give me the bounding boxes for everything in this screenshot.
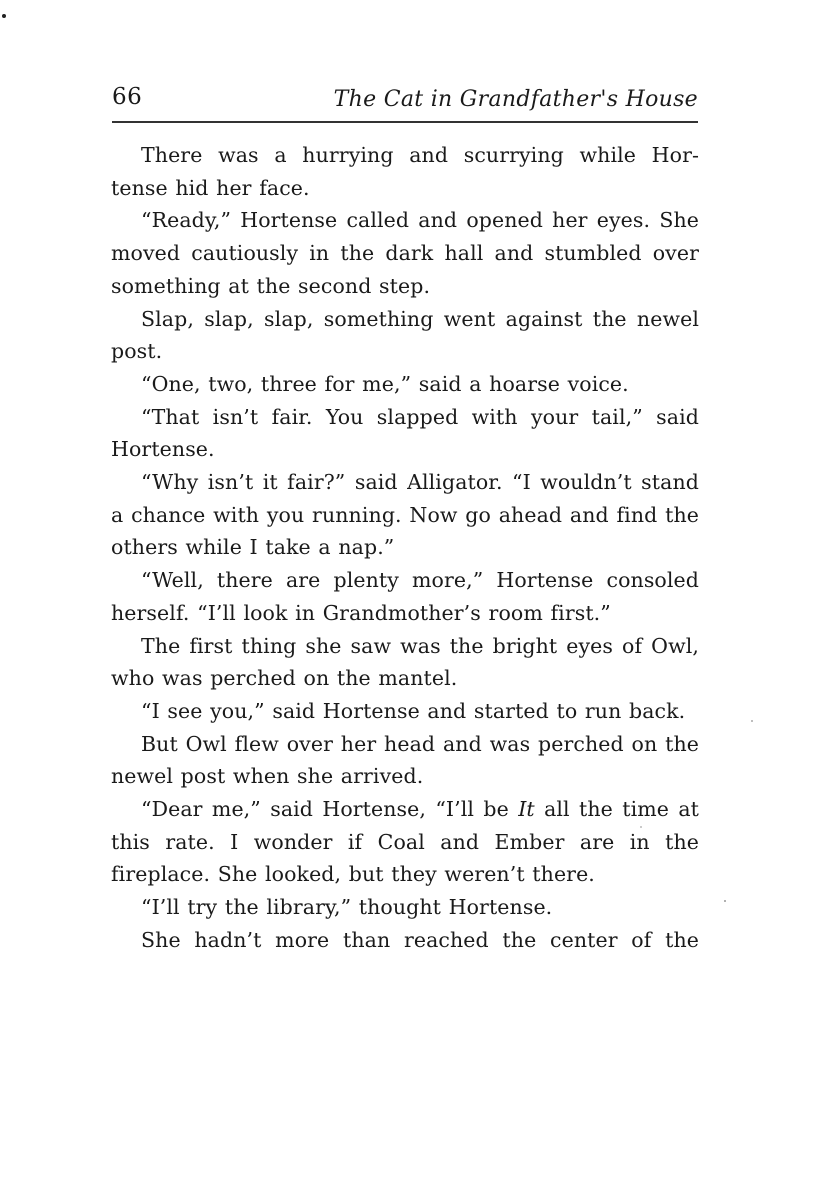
paragraph: “I see you,” said Hortense and started to run back. xyxy=(141,698,686,723)
paragraph: “Well, there are plenty more,” Hortense consoled herself. “I’ll look in Grandmother’s room first.” xyxy=(111,568,699,625)
paragraph: “Ready,” Hortense called and opened her eyes. She moved cautiously in the dark hall and stumbled over something at the second step. xyxy=(111,208,699,298)
paragraph: Slap, slap, slap, something went against the newel post. xyxy=(111,306,699,364)
paragraph: There was a hurrying and scurrying while Hor-tense hid her face. xyxy=(111,143,699,200)
header-rule xyxy=(112,121,698,123)
paragraph: “I’ll try the library,” thought Hortense. xyxy=(141,895,553,920)
scan-speck xyxy=(640,826,642,828)
page-header xyxy=(112,84,698,120)
paragraph: “Why isn’t it fair?” said Alligator. “I wouldn’t stand a chance with you running. Now go ahead and find the others while I take a nap.” xyxy=(111,470,699,560)
scan-speck xyxy=(2,14,6,18)
paragraph: “One, two, three for me,” said a hoarse voice. xyxy=(141,371,629,396)
paragraph-text: “Dear me,” said Hortense, “I’ll be xyxy=(141,797,519,822)
page-number: 66 xyxy=(112,84,143,110)
scan-speck xyxy=(724,900,726,902)
paragraph: The first thing she saw was the bright eyes of Owl, who was perched on the mantel. xyxy=(111,633,699,691)
paragraph: But Owl flew over her head and was perched on the newel post when she arrived. xyxy=(111,731,699,789)
body-text xyxy=(111,139,699,957)
scan-speck xyxy=(751,720,753,722)
paragraph: She hadn’t more than reached the center of the xyxy=(141,927,699,952)
paragraph xyxy=(111,793,699,891)
running-title: The Cat in Grandfather's House xyxy=(333,87,698,112)
paragraph-text: all the time at this rate. I wonder if Coal and Ember are in the fireplace. She looked, but they weren’t there. xyxy=(111,797,699,887)
italic-word: It xyxy=(518,797,535,822)
paragraph: “That isn’t fair. You slapped with your tail,” said Hortense. xyxy=(111,404,699,462)
